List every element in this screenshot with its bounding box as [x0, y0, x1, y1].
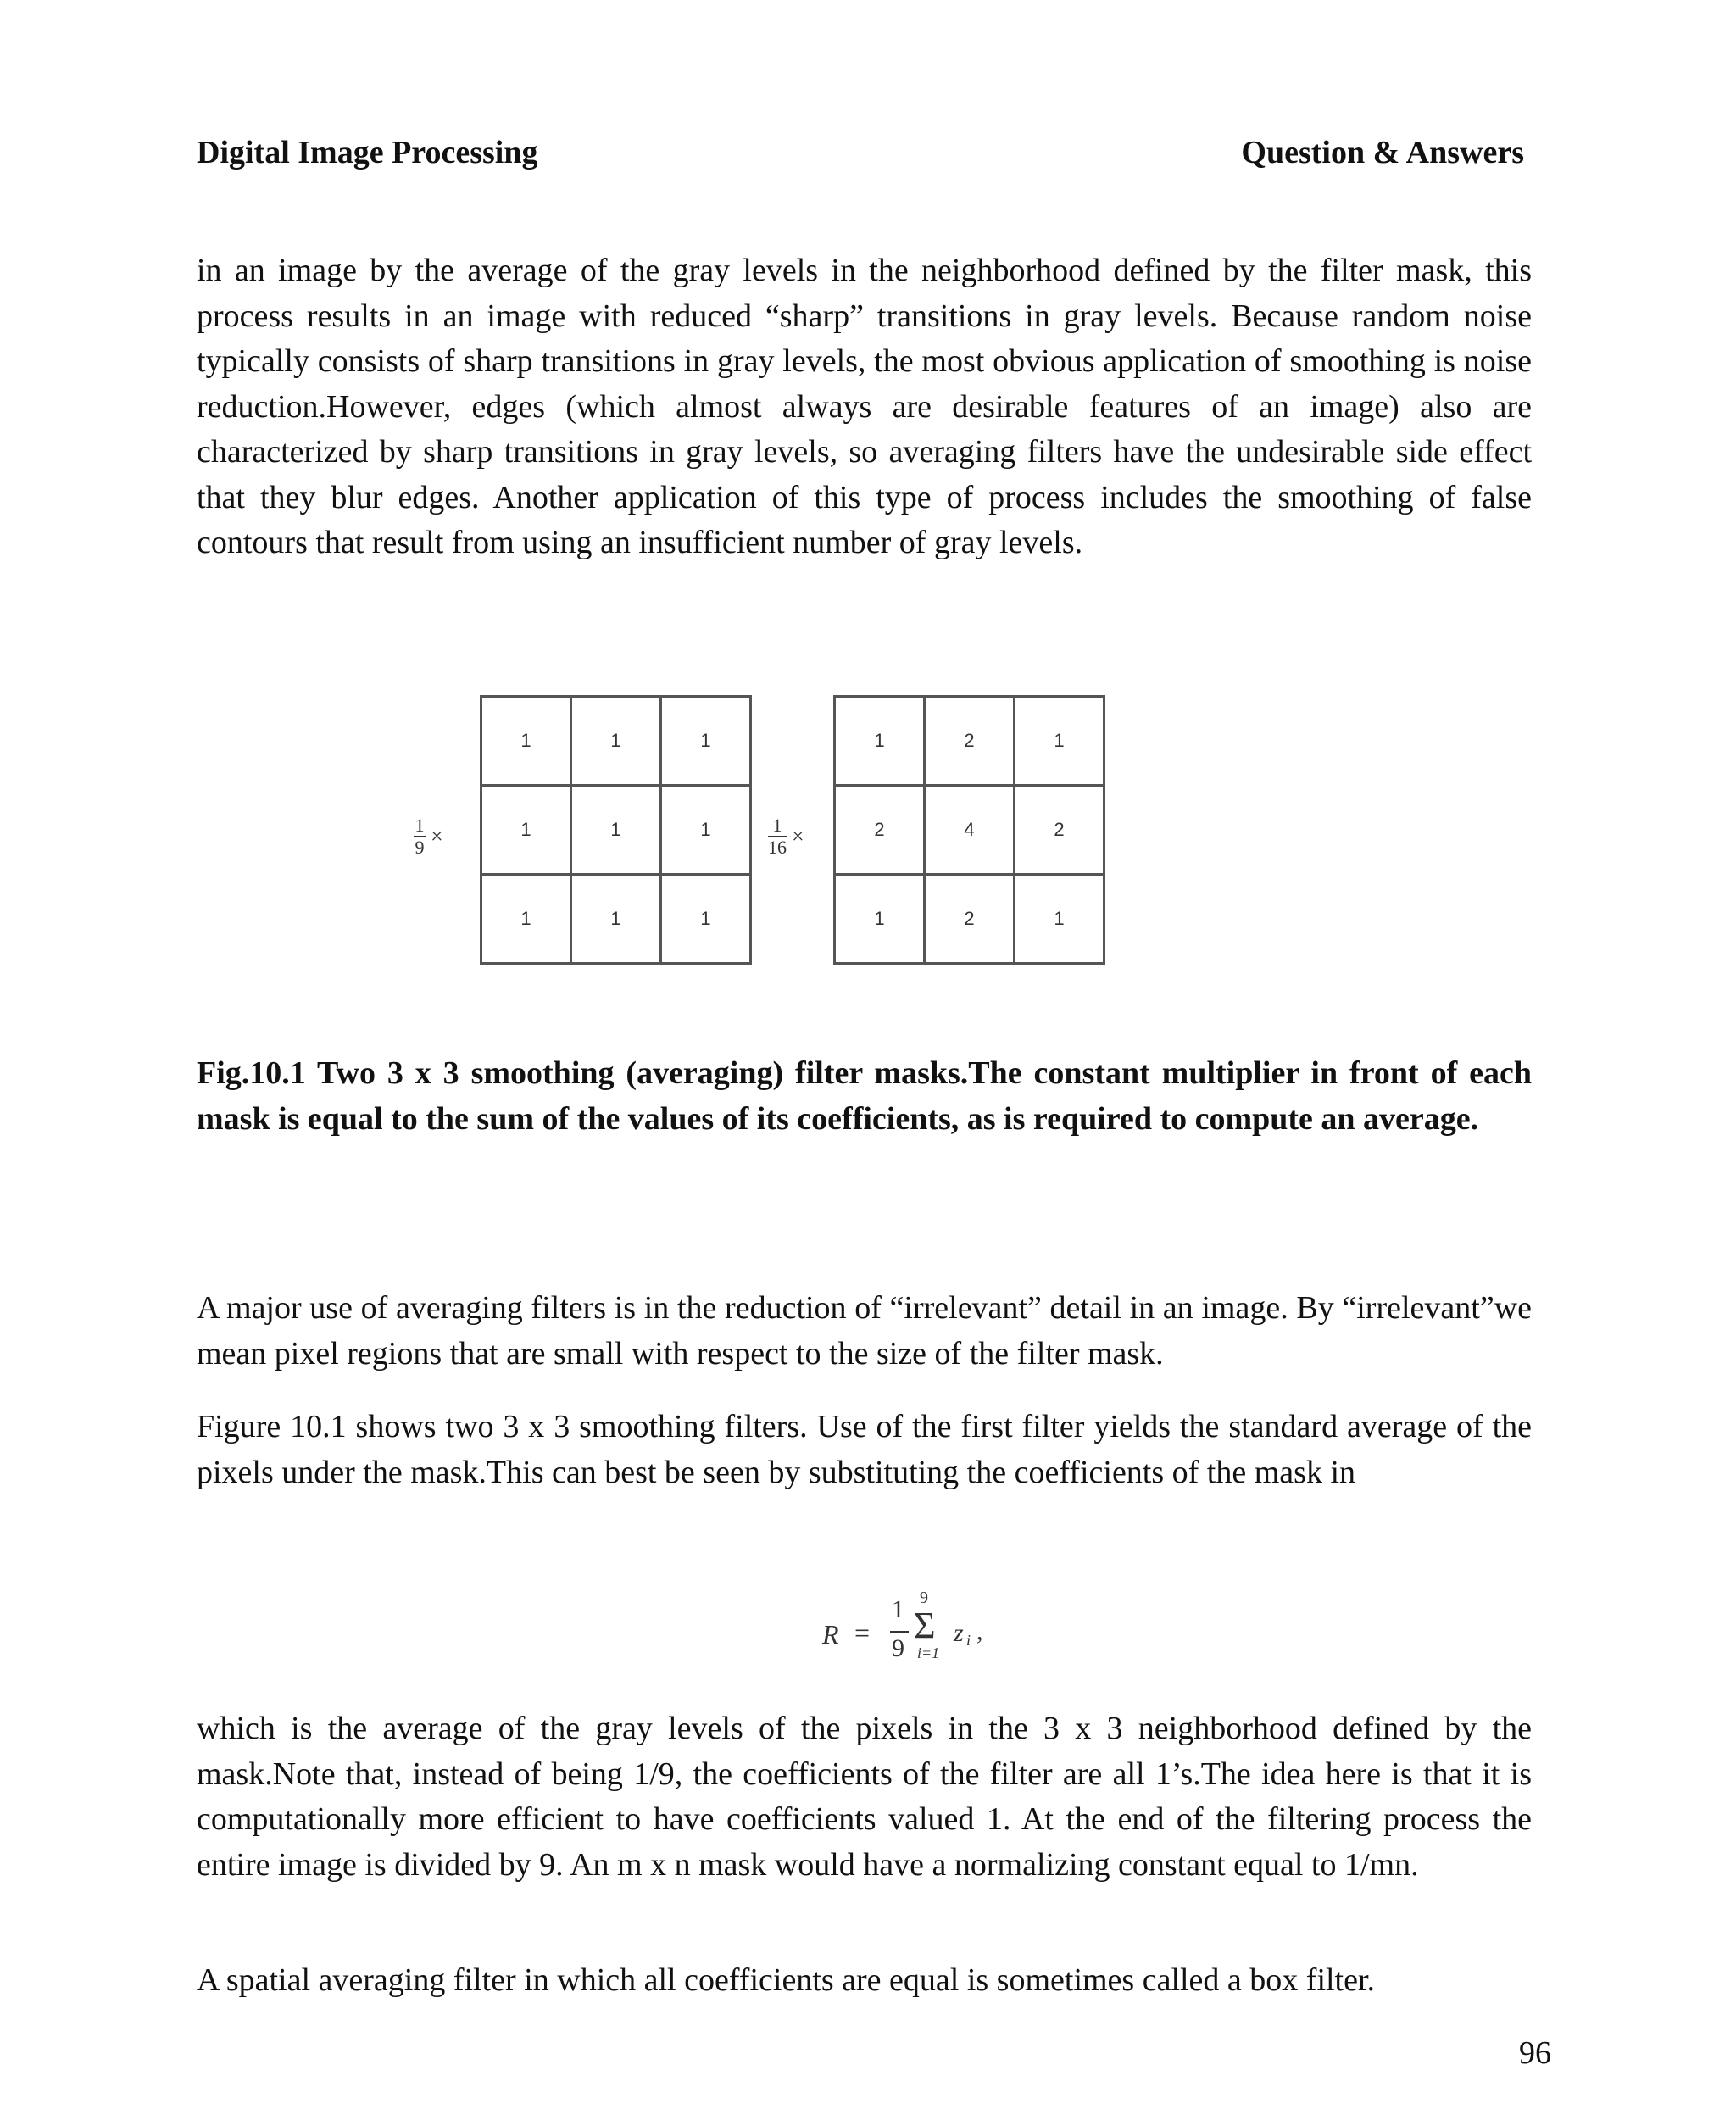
equation-equals: = — [854, 1617, 871, 1648]
equation-subscript: i — [966, 1632, 971, 1649]
mask1-fraction — [414, 816, 426, 857]
mask2-row — [835, 697, 1104, 786]
figure-filter-masks — [414, 695, 1109, 975]
mask1-cell: 1 — [661, 697, 751, 786]
paragraph-normalizing-constant: which is the average of the gray levels of the pixels in the 3 x 3 neighborhood defined by the mask.Note that, instead of being 1/9, the coefficients of the filter are all 1’s.The idea here is that it is computationally more efficient to have coefficients valued 1. At the end of the filtering process the entire image is divided by 9. An m x n mask would have a normalizing constant equal to 1/mn. — [197, 1711, 1532, 1883]
mask2-row — [835, 786, 1104, 875]
mask1-row — [481, 786, 751, 875]
average-equation — [822, 1589, 1009, 1670]
mask1-cell: 1 — [661, 875, 751, 964]
paragraph-figure-reference: Figure 10.1 shows two 3 x 3 smoothing filters. Use of the first filter yields the standard average of the pixels under the mask.This can best be seen by substituting the coefficients of the mask in — [197, 1409, 1532, 1490]
mask1-cell: 1 — [481, 875, 571, 964]
mask2-cell: 4 — [925, 786, 1015, 875]
mask2-fraction-denominator: 16 — [768, 837, 787, 858]
mask2-cell: 1 — [1015, 697, 1104, 786]
figure-caption: Fig.10.1 Two 3 x 3 smoothing (averaging) filter masks.The constant multiplier in front of each mask is equal to the sum of the values of its coefficients, as is required to compute an average. — [197, 1055, 1532, 1137]
mask1-cell: 1 — [481, 697, 571, 786]
mask2-cell: 2 — [1015, 786, 1104, 875]
mask1-fraction-numerator: 1 — [415, 815, 425, 836]
mask2-cell: 1 — [835, 697, 925, 786]
paragraph-smoothing-intro: in an image by the average of the gray levels in the neighborhood defined by the filter mask, this process results in an image with reduced “sharp” transitions in gray levels. Because random noise typically consists of sharp transitions in gray levels, the most obvious application of smoothing is noise reduction.However, edges (which almost always are desirable features of an image) also are characterized by sharp transitions in gray levels, so averaging filters have the undesirable side effect that they blur edges. Another application of this type of process includes the smoothing of false contours that result from using an insufficient number of gray levels. — [197, 253, 1532, 560]
mask1-cell: 1 — [571, 875, 661, 964]
mask2-cell: 1 — [835, 875, 925, 964]
equation-sigma-symbol: Σ — [914, 1605, 936, 1646]
page-number: 96 — [1519, 2035, 1551, 2071]
mask2-cell: 1 — [1015, 875, 1104, 964]
mask1-cell: 1 — [661, 786, 751, 875]
equation-comma: , — [976, 1617, 983, 1645]
mask2-fraction-numerator: 1 — [772, 815, 782, 836]
mask1-row — [481, 875, 751, 964]
mask1-times-sign: × — [431, 824, 443, 849]
equation-denominator: 9 — [892, 1634, 904, 1662]
equation-fraction-bar — [890, 1631, 909, 1633]
mask2-fraction — [768, 816, 787, 857]
mask2-multiplier — [768, 816, 804, 857]
mask2-row — [835, 875, 1104, 964]
page-header — [197, 134, 1524, 171]
mask1-cell: 1 — [481, 786, 571, 875]
equation-lhs: R — [822, 1619, 839, 1650]
mask2-times-sign: × — [792, 824, 804, 849]
mask2-grid — [833, 695, 1105, 965]
mask2-cell: 2 — [835, 786, 925, 875]
mask2-cell: 2 — [925, 697, 1015, 786]
mask1-cell: 1 — [571, 786, 661, 875]
equation-sum-lower-limit: i=1 — [917, 1644, 940, 1661]
paragraph-irrelevant-detail: A major use of averaging filters is in the reduction of “irrelevant” detail in an image. By “irrelevant”we mean pixel regions that are small with respect to the size of the filter mask. — [197, 1290, 1532, 1372]
equation-numerator: 1 — [892, 1595, 904, 1623]
mask1-multiplier — [414, 816, 443, 857]
paragraph-box-filter: A spatial averaging filter in which all coefficients are equal is sometimes called a box filter. — [197, 1962, 1376, 1998]
equation-sum-upper-limit: 9 — [920, 1589, 928, 1607]
mask1-grid — [480, 695, 752, 965]
mask1-cell: 1 — [571, 697, 661, 786]
equation-variable: z — [954, 1619, 964, 1647]
header-left-title: Digital Image Processing — [197, 135, 538, 170]
header-right-title: Question & Answers — [1241, 135, 1524, 170]
mask2-cell: 2 — [925, 875, 1015, 964]
mask1-fraction-denominator: 9 — [415, 837, 425, 858]
mask1-row — [481, 697, 751, 786]
